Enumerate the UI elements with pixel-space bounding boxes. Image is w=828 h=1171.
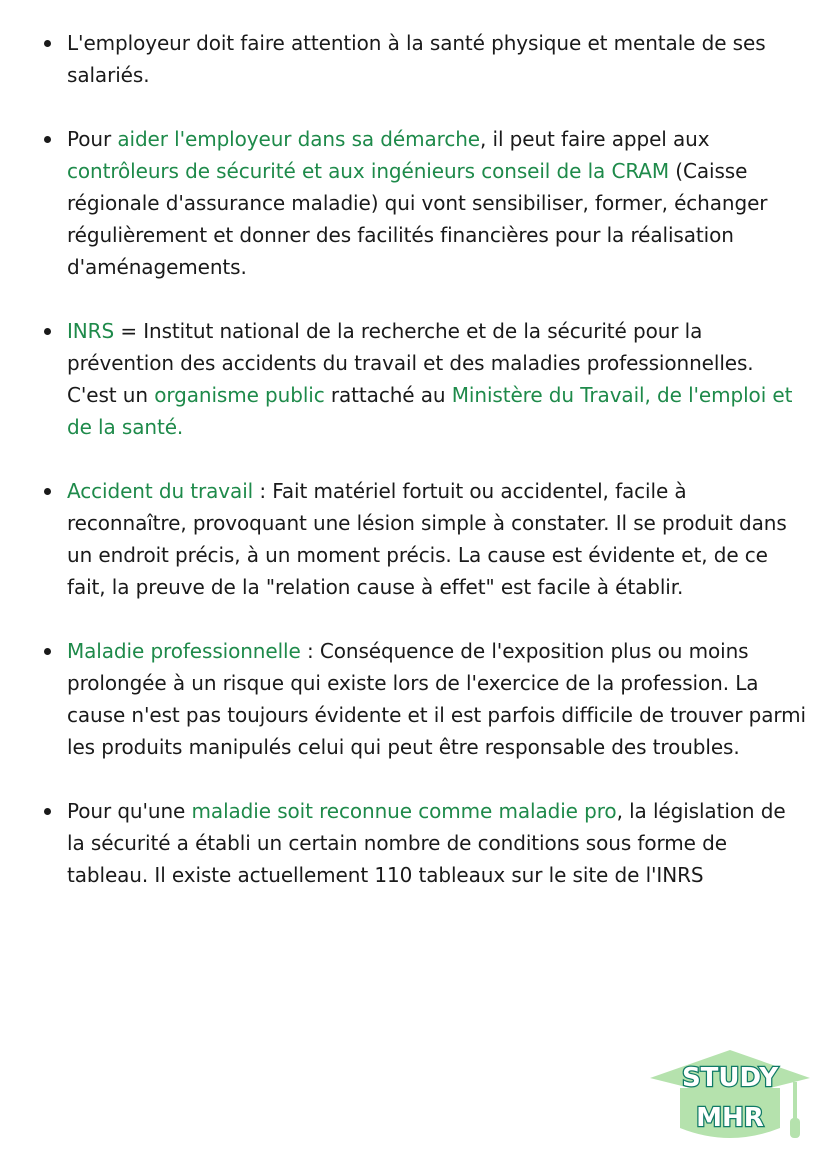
body-text: = Institut national de la recherche et de la sécurité pour la prévention des accidents du travail et des maladies professionnelles. C'est un bbox=[67, 319, 754, 407]
body-text: (Caisse régionale d'assurance maladie) qui vont sensibiliser, former, échanger régulièrement et donner des facilités financières pour la réalisation d'aménagements. bbox=[67, 159, 768, 279]
list-item bbox=[67, 123, 807, 283]
body-text: Pour qu'une bbox=[67, 799, 192, 823]
study-mhr-logo bbox=[640, 1048, 820, 1148]
body-text: rattaché au bbox=[324, 383, 452, 407]
list-item bbox=[67, 315, 807, 443]
list-item bbox=[67, 27, 807, 91]
highlighted-text: maladie soit reconnue comme maladie pro bbox=[191, 799, 617, 823]
bullet-list bbox=[67, 27, 807, 923]
list-item bbox=[67, 795, 807, 891]
svg-text:MHR: MHR bbox=[696, 1103, 764, 1133]
highlighted-text: INRS bbox=[67, 319, 115, 343]
body-text: Pour bbox=[67, 127, 118, 151]
highlighted-text: contrôleurs de sécurité et aux ingénieurs conseil de la CRAM bbox=[67, 159, 670, 183]
body-text: : Fait matériel fortuit ou accidentel, facile à reconnaître, provoquant une lésion simple à constater. Il se produit dans un endroit précis, à un moment précis. La cause est évidente et, de ce fait, la preuve de la "relation cause à effet" est facile à établir. bbox=[67, 479, 787, 599]
highlighted-text: aider l'employeur dans sa démarche bbox=[117, 127, 480, 151]
body-text: : Conséquence de l'exposition plus ou moins prolongée à un risque qui existe lors de l'exercice de la profession. La cause n'est pas toujours évidente et il est parfois difficile de trouver parmi les produits manipulés celui qui peut être responsable des troubles. bbox=[67, 639, 806, 759]
highlighted-text: Maladie professionnelle bbox=[67, 639, 301, 663]
svg-text:STUDY: STUDY bbox=[681, 1063, 779, 1093]
highlighted-text: organisme public bbox=[154, 383, 325, 407]
body-text: L'employeur doit faire attention à la santé physique et mentale de ses salariés. bbox=[67, 31, 766, 87]
list-item bbox=[67, 475, 807, 603]
body-text: , la législation de la sécurité a établi un certain nombre de conditions sous forme de tableau. Il existe actuellement 110 tableaux sur le site de l'INRS bbox=[67, 799, 786, 887]
highlighted-text: Ministère du Travail, de l'emploi et de la santé. bbox=[67, 383, 793, 439]
list-item bbox=[67, 635, 807, 763]
body-text: , il peut faire appel aux bbox=[480, 127, 710, 151]
highlighted-text: Accident du travail bbox=[67, 479, 254, 503]
